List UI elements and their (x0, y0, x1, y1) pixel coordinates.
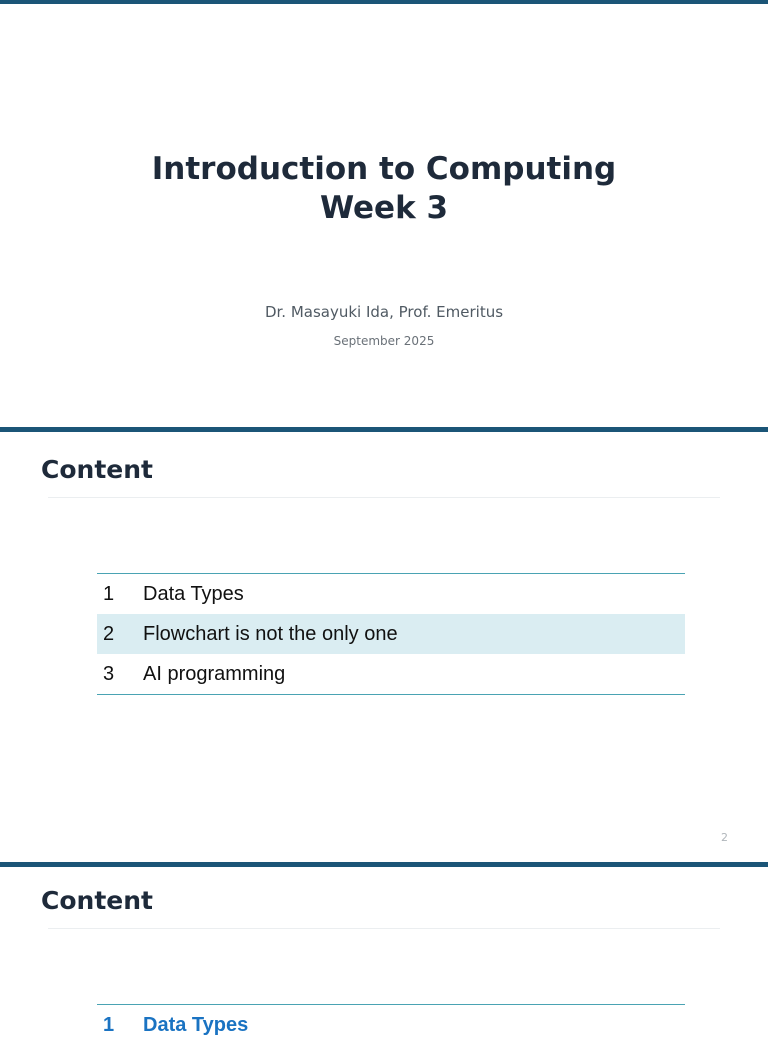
toc-item-label: Data Types (143, 1013, 249, 1036)
title-line-2: Week 3 (319, 190, 449, 226)
author-name: Dr. Masayuki Ida, Prof. Emeritus (264, 303, 504, 321)
presentation-date: September 2025 (333, 334, 435, 348)
toc-item-number: 2 (103, 622, 115, 645)
toc-item-number: 3 (103, 662, 115, 685)
heading-divider (48, 497, 720, 498)
table-of-contents (97, 573, 685, 695)
toc-item[interactable] (97, 574, 685, 614)
accent-bar (0, 427, 768, 432)
accent-bar (0, 0, 768, 4)
toc-item-label: Data Types (143, 582, 244, 605)
toc-item-active[interactable] (97, 1005, 685, 1045)
toc-item-label: AI programming (143, 662, 286, 685)
slide-heading: Content (41, 455, 153, 484)
content-slide-next (0, 860, 768, 1036)
toc-item-number: 1 (103, 582, 115, 605)
page-number: 2 (721, 831, 728, 844)
heading-divider (48, 928, 720, 929)
slide-heading: Content (41, 886, 153, 915)
accent-bar (0, 862, 768, 867)
toc-item-label: Flowchart is not the only one (143, 622, 398, 645)
title-line-1: Introduction to Computing (151, 151, 617, 187)
toc-item-highlighted[interactable] (97, 614, 685, 654)
toc-item[interactable] (97, 654, 685, 694)
table-of-contents (97, 1004, 685, 1045)
content-slide (0, 427, 768, 860)
slide-title (0, 150, 768, 228)
title-slide (0, 0, 768, 427)
toc-item-number: 1 (103, 1013, 115, 1036)
